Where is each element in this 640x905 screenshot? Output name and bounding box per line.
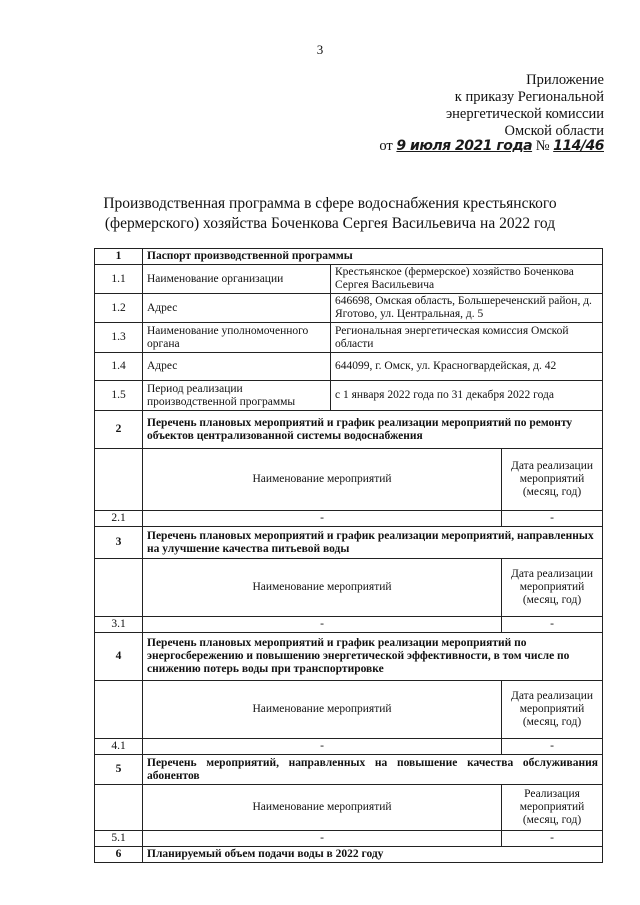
column-header: Дата реализации мероприятий (месяц, год) [502,681,603,739]
page-number: 3 [316,42,324,57]
row-label: Наименование уполномоченного органа [143,323,331,353]
section-number: 1 [95,249,143,265]
appendix-line: энергетической комиссии [445,106,604,122]
section-title: Планируемый объем подачи воды в 2022 году [143,847,603,863]
title-line: Производственная программа в сфере водоснабжения крестьянского [103,195,557,212]
row-label: Адрес [143,353,331,381]
row-number: 4.1 [95,739,143,755]
empty-cell [95,449,143,511]
section-title: Перечень плановых мероприятий и график реализации мероприятий по энергосбережению и повышению энергетической эффективности, в том числе по снижению потерь воды при транспортировке [143,633,603,681]
row-value: 644099, г. Омск, ул. Красногвардейская, д. 42 [331,353,603,381]
row-number: 1.4 [95,353,143,381]
column-header: Наименование мероприятий [143,559,502,617]
row-value: - [502,831,603,847]
appendix-line: к приказу Региональной [454,89,604,105]
row-value: - [143,511,502,527]
column-header-row [95,449,603,511]
column-header: Наименование мероприятий [143,449,502,511]
row-value: - [143,739,502,755]
row-value: - [502,511,603,527]
section-number: 6 [95,847,143,863]
production-program-table [94,248,603,863]
column-header: Наименование мероприятий [143,681,502,739]
table-row [95,353,603,381]
row-number: 3.1 [95,617,143,633]
section-row [95,633,603,681]
section-title: Перечень плановых мероприятий и график реализации мероприятий, направленных на улучшение качества питьевой воды [143,527,603,559]
order-prefix: от [379,138,393,154]
row-number: 1.1 [95,265,143,294]
section-row [95,411,603,449]
appendix-line: Омской области [504,123,604,139]
column-header: Дата реализации мероприятий (месяц, год) [502,559,603,617]
empty-cell [95,785,143,831]
row-label: Адрес [143,294,331,323]
row-value: 646698, Омская область, Большереченский район, д. Яготово, ул. Центральная, д. 5 [331,294,603,323]
table-row [95,265,603,294]
section-row [95,527,603,559]
table-row [95,381,603,411]
row-label: Период реализации производственной программы [143,381,331,411]
column-header: Наименование мероприятий [143,785,502,831]
order-number-label: № [535,138,550,154]
column-header: Реализация мероприятий (месяц, год) [502,785,603,831]
section-row [95,847,603,863]
row-value: Региональная энергетическая комиссия Омской области [331,323,603,353]
row-value: - [502,739,603,755]
column-header: Дата реализации мероприятий (месяц, год) [502,449,603,511]
section-number: 3 [95,527,143,559]
row-number: 5.1 [95,831,143,847]
table-row [95,294,603,323]
table-row [95,323,603,353]
section-title: Паспорт производственной программы [143,249,603,265]
column-header-row [95,785,603,831]
title-line: (фермерского) хозяйства Боченкова Сергея Васильевича на 2022 год [104,215,556,232]
appendix-line: Приложение [526,72,604,88]
row-value: - [143,831,502,847]
column-header-row [95,681,603,739]
row-value: - [143,617,502,633]
table-row [95,511,603,527]
row-number: 2.1 [95,511,143,527]
order-reference [379,138,604,155]
row-number: 1.3 [95,323,143,353]
table-row [95,831,603,847]
row-value: с 1 января 2022 года по 31 декабря 2022 года [331,381,603,411]
section-row [95,755,603,785]
order-number-handwritten: 114/46 [553,138,604,154]
section-number: 4 [95,633,143,681]
row-value: - [502,617,603,633]
section-number: 5 [95,755,143,785]
empty-cell [95,681,143,739]
row-number: 1.5 [95,381,143,411]
row-value: Крестьянское (фермерское) хозяйство Боченкова Сергея Васильевича [331,265,603,294]
table-row [95,739,603,755]
section-number: 2 [95,411,143,449]
order-date-handwritten: 9 июля 2021 года [396,138,533,154]
row-label: Наименование организации [143,265,331,294]
column-header-row [95,559,603,617]
section-row [95,249,603,265]
document-title [80,194,580,234]
empty-cell [95,559,143,617]
row-number: 1.2 [95,294,143,323]
table-row [95,617,603,633]
section-title: Перечень мероприятий, направленных на повышение качества обслуживания абонентов [143,755,603,785]
section-title: Перечень плановых мероприятий и график реализации мероприятий по ремонту объектов централизованной системы водоснабжения [143,411,603,449]
appendix-header [446,72,604,140]
